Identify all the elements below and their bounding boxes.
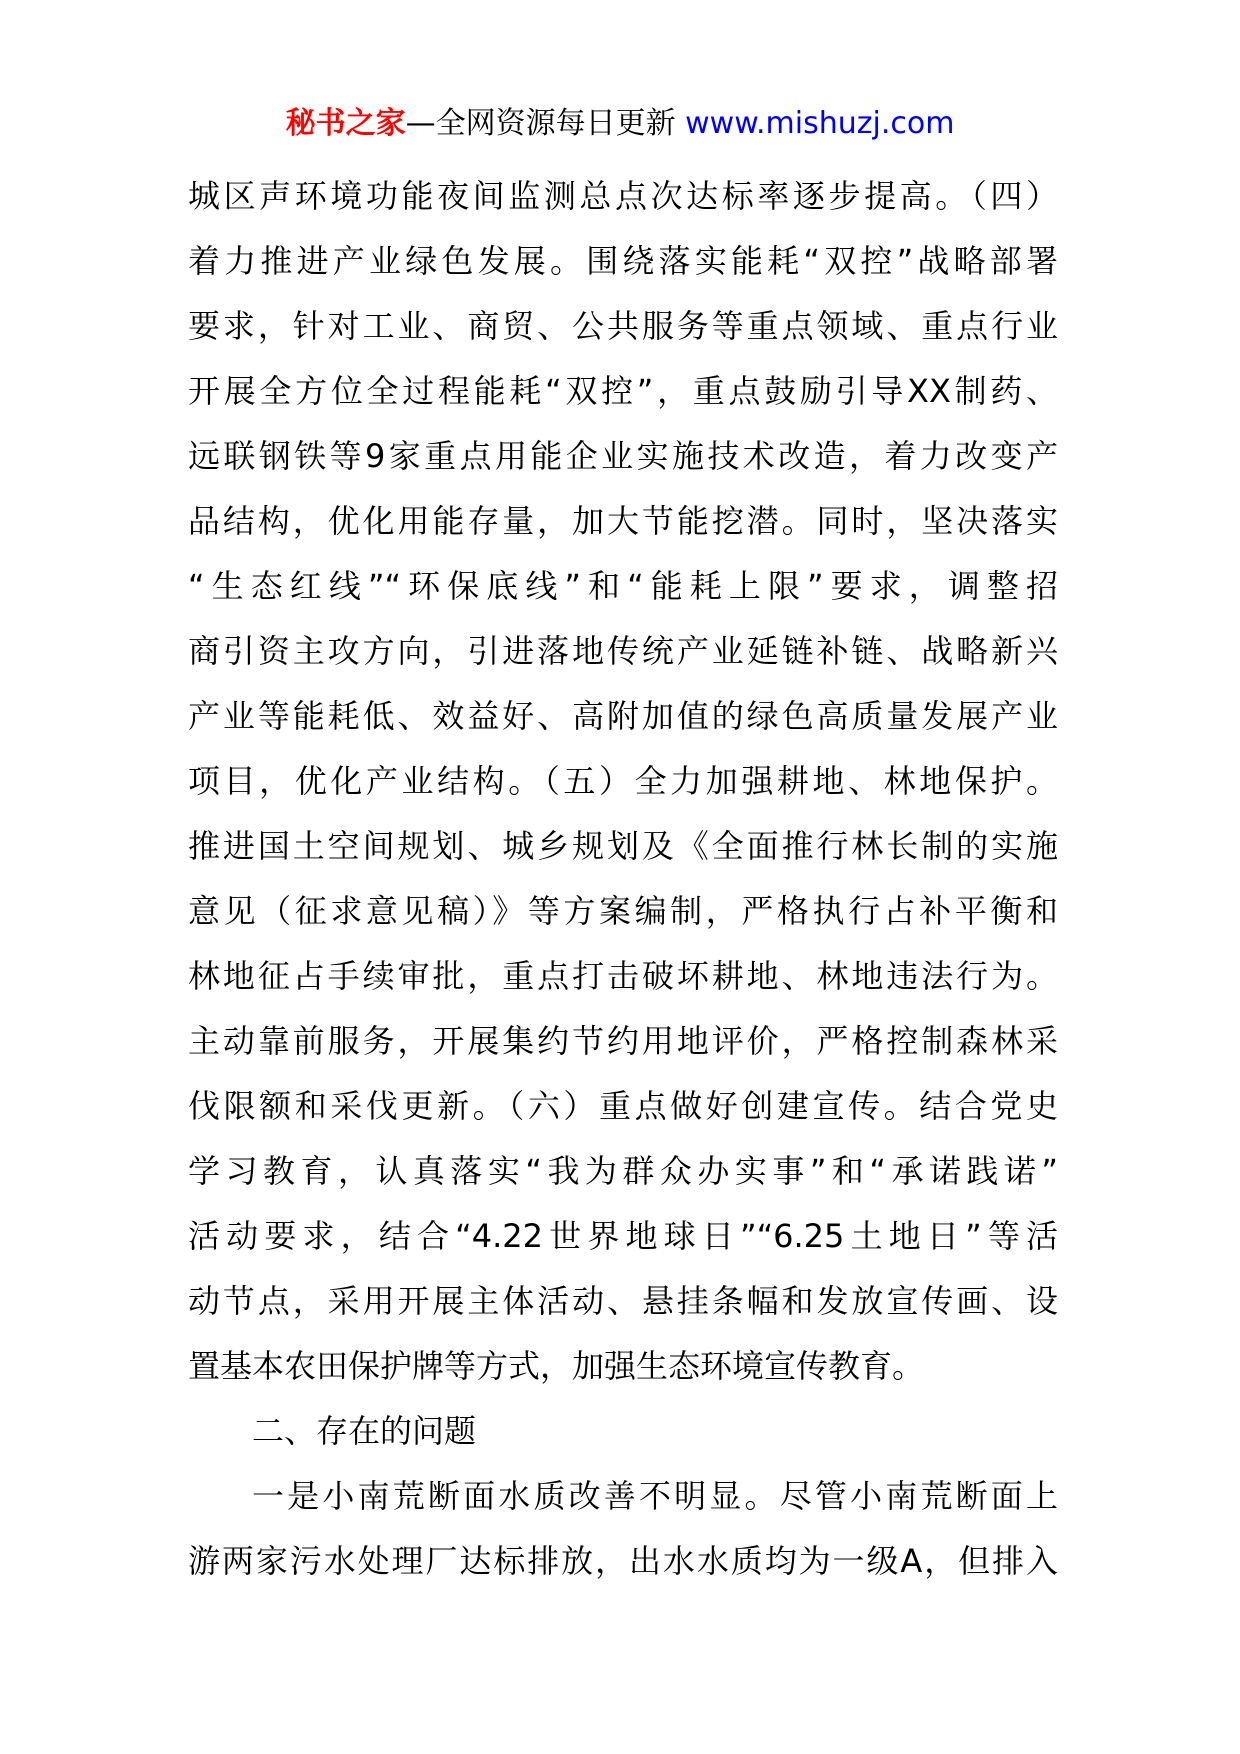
body-line: 学习教育，认真落实“我为群众办实事”和“承诺践诺” — [188, 1152, 1058, 1190]
page-header — [0, 104, 1240, 144]
body-line: 着力推进产业绿色发展。围绕落实能耗“双控”战略部署 — [188, 242, 1058, 280]
header-url-link[interactable]: www.mishuzj.com — [685, 106, 955, 141]
body-line: 活动要求，结合“4.22世界地球日”“6.25土地日”等活 — [188, 1217, 1058, 1255]
body-line: 品结构，优化用能存量，加大节能挖潜。同时，坚决落实 — [188, 502, 1058, 540]
body-line: 远联钢铁等9家重点用能企业实施技术改造，着力改变产 — [188, 437, 1058, 475]
body-line: 林地征占手续审批，重点打击破坏耕地、林地违法行为。 — [188, 957, 1058, 995]
header-tagline: —全网资源每日更新 — [405, 106, 676, 141]
body-line: 城区声环境功能夜间监测总点次达标率逐步提高。（四） — [188, 177, 1058, 215]
body-line: 一是小南荒断面水质改善不明显。尽管小南荒断面上 — [252, 1477, 1058, 1515]
document-body — [188, 164, 1058, 1594]
body-line: 项目，优化产业结构。（五）全力加强耕地、林地保护。 — [188, 762, 1058, 800]
body-line: 产业等能耗低、效益好、高附加值的绿色高质量发展产业 — [188, 697, 1058, 735]
section-heading: 二、存在的问题 — [252, 1412, 477, 1450]
body-line: 开展全方位全过程能耗“双控”，重点鼓励引导XX制药、 — [188, 372, 1058, 410]
body-line: 置基本农田保护牌等方式，加强生态环境宣传教育。 — [188, 1347, 925, 1385]
body-line: 主动靠前服务，开展集约节约用地评价，严格控制森林采 — [188, 1022, 1058, 1060]
body-line: “生态红线”“环保底线”和“能耗上限”要求，调整招 — [188, 567, 1058, 605]
body-line: 动节点，采用开展主体活动、悬挂条幅和发放宣传画、设 — [188, 1282, 1058, 1320]
header-brand: 秘书之家 — [285, 106, 406, 141]
body-line: 推进国土空间规划、城乡规划及《全面推行林长制的实施 — [188, 827, 1058, 865]
body-line: 游两家污水处理厂达标排放，出水水质均为一级A，但排入 — [188, 1542, 1058, 1580]
body-line: 商引资主攻方向，引进落地传统产业延链补链、战略新兴 — [188, 632, 1058, 670]
body-line: 伐限额和采伐更新。（六）重点做好创建宣传。结合党史 — [188, 1087, 1058, 1125]
body-line: 意见（征求意见稿）》等方案编制，严格执行占补平衡和 — [188, 892, 1058, 930]
body-line: 要求，针对工业、商贸、公共服务等重点领域、重点行业 — [188, 307, 1058, 345]
